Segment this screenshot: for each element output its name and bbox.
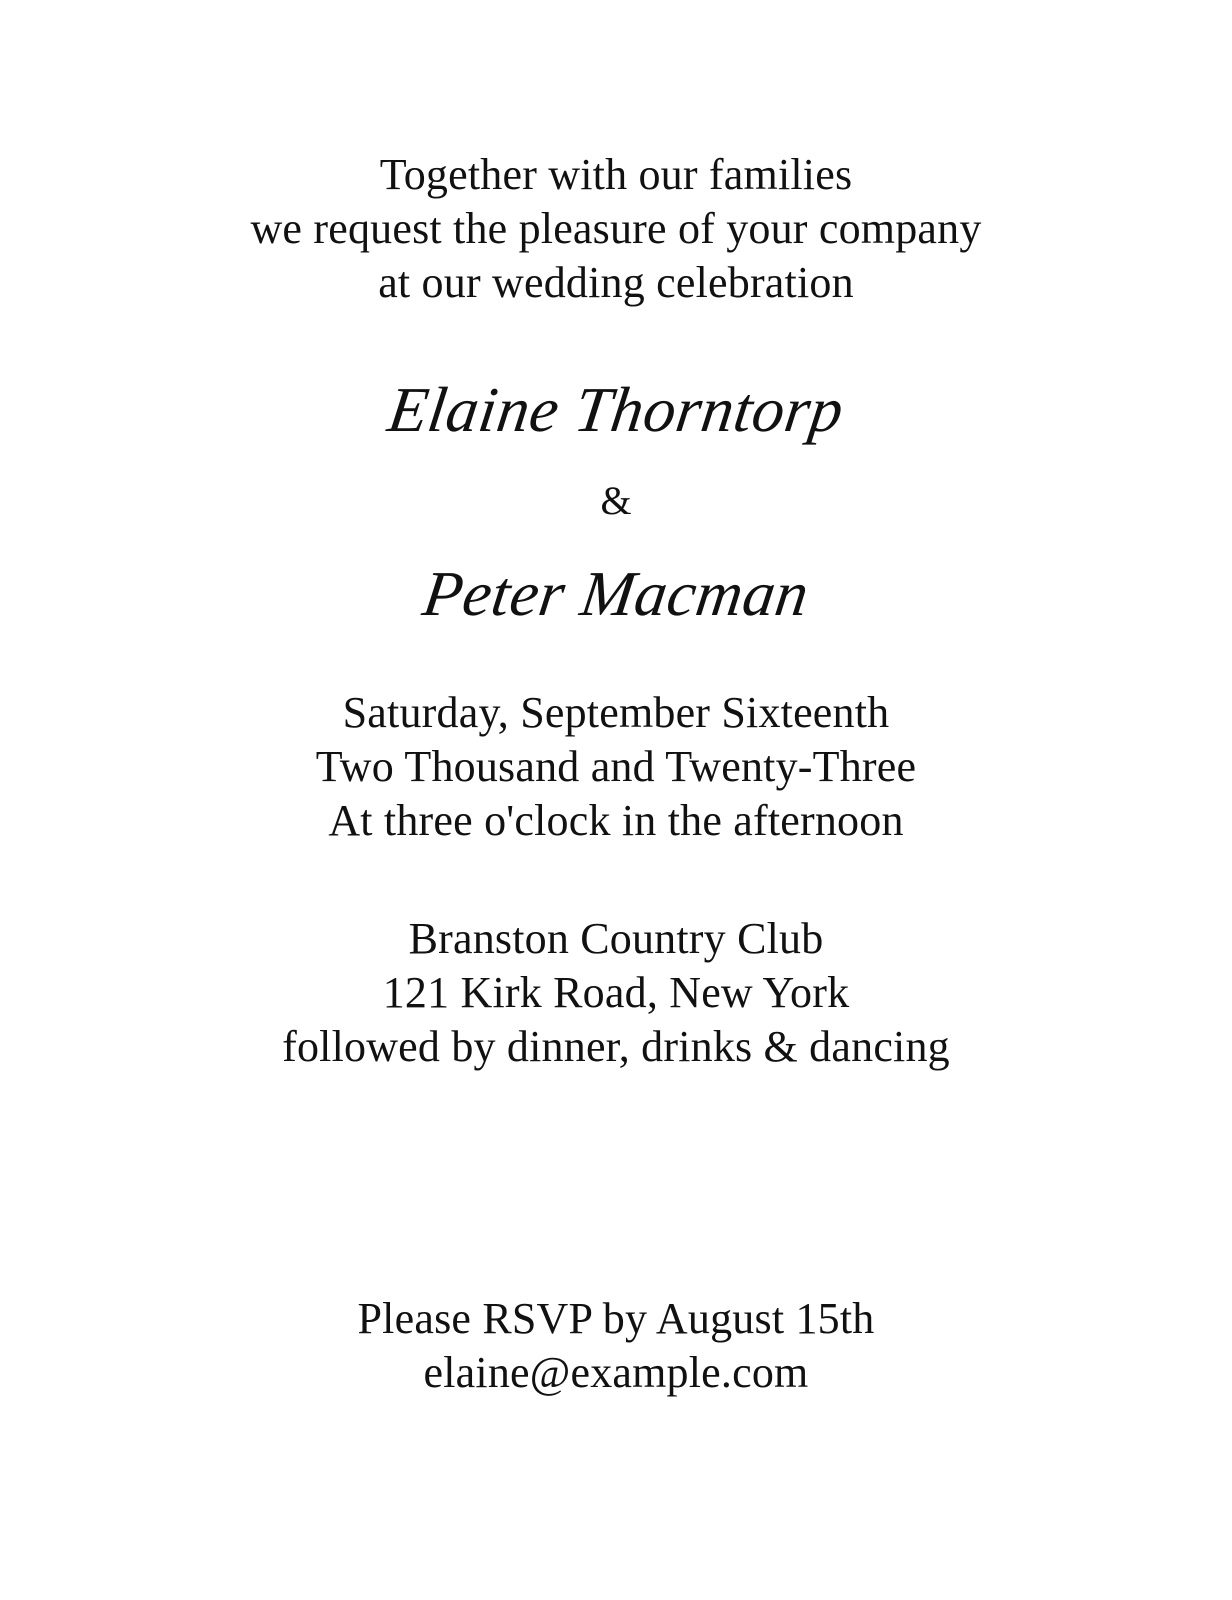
- date-time-text: [0, 686, 1232, 848]
- bride-name: Elaine Thorntorp: [383, 374, 849, 445]
- rsvp-email: elaine@example.com: [423, 1348, 809, 1397]
- time-line: At three o'clock in the afternoon: [328, 796, 904, 845]
- intro-text: [0, 148, 1232, 310]
- intro-line-3: at our wedding celebration: [378, 258, 854, 307]
- year-line: Two Thousand and Twenty-Three: [315, 742, 917, 791]
- intro-line-1: Together with our families: [379, 150, 853, 199]
- rsvp-deadline: Please RSVP by August 15th: [357, 1294, 875, 1343]
- intro-line-2: we request the pleasure of your company: [250, 204, 982, 253]
- reception-note: followed by dinner, drinks & dancing: [282, 1022, 950, 1071]
- groom-name: Peter Macman: [418, 558, 814, 629]
- groom-name-block: [0, 558, 1232, 630]
- bride-name-block: [0, 374, 1232, 446]
- venue-address: 121 Kirk Road, New York: [382, 968, 850, 1017]
- venue-text: [0, 912, 1232, 1074]
- ampersand-block: [0, 478, 1232, 524]
- date-line: Saturday, September Sixteenth: [342, 688, 890, 737]
- venue-name: Branston Country Club: [408, 914, 824, 963]
- ampersand: &: [600, 478, 632, 523]
- rsvp-text: [0, 1292, 1232, 1400]
